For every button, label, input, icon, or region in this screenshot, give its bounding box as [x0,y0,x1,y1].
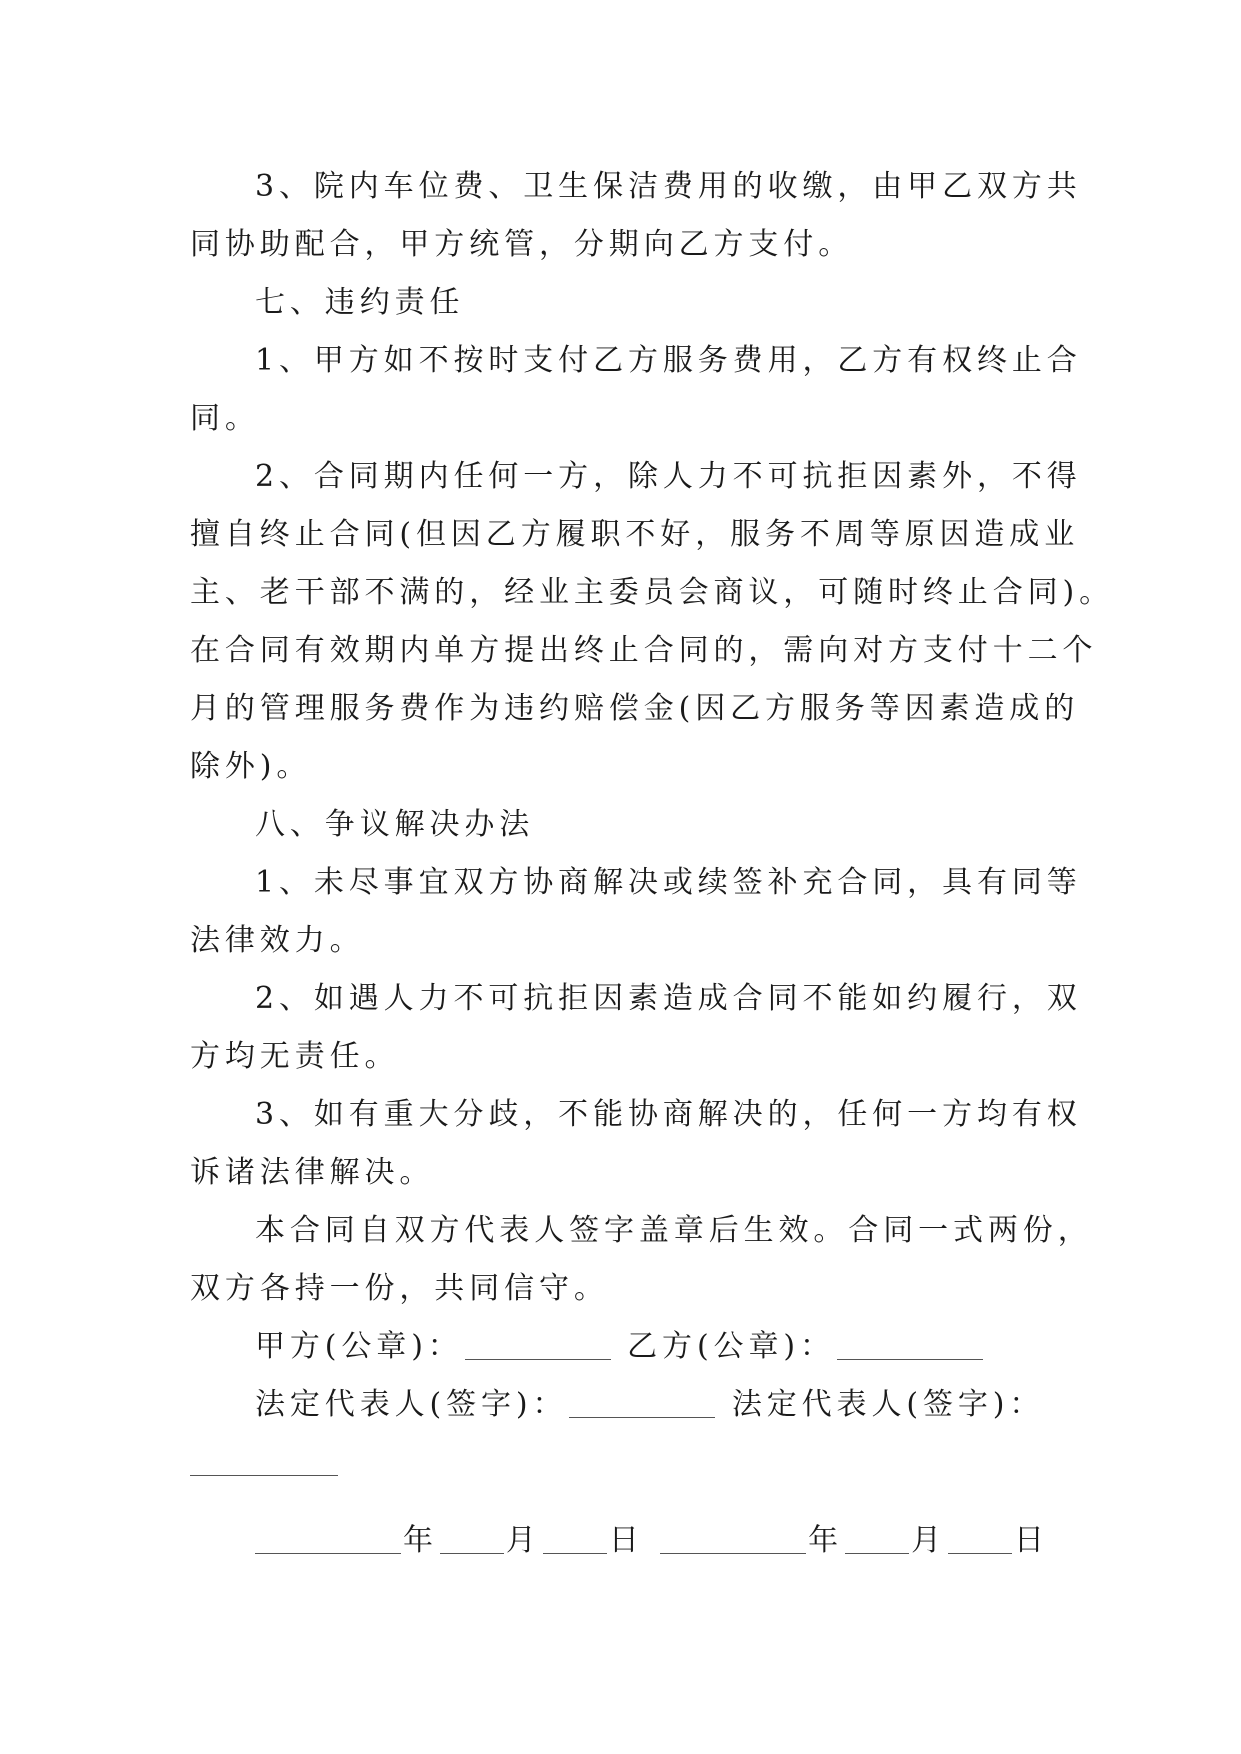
text-line: 3、院内车位费、卫生保洁费用的收缴，由甲乙双方共 [255,169,1082,204]
day-blank-a[interactable] [543,1517,607,1554]
text-line: 月的管理服务费作为违约赔偿金(因乙方服务等因素造成的 [190,691,1080,726]
text-line: 3、如有重大分歧，不能协商解决的，任何一方均有权 [255,1097,1082,1132]
text-line: 除外)。 [190,749,312,784]
party-b-seal-label: 乙方(公章)： [627,1329,835,1364]
year-blank-b[interactable] [660,1517,806,1554]
paragraph-breach-2 [190,448,1115,796]
seal-line [190,1318,1060,1376]
text-line: 1、甲方如不按时支付乙方服务费用，乙方有权终止合 [255,343,1082,378]
text-line: 主、老干部不满的，经业主委员会商议，可随时终止合同)。 [190,575,1115,610]
text-line: 1、未尽事宜双方协商解决或续签补充合同，具有同等 [255,865,1082,900]
paragraph-breach-1 [190,332,1082,448]
day-label: 日 [1013,1523,1049,1558]
text-line: 方均无责任。 [190,1039,400,1074]
paragraph-dispute-2 [190,970,1082,1086]
document-body [190,158,1115,1570]
month-label: 月 [911,1523,946,1558]
party-a-seal-label: 甲方(公章)： [255,1329,463,1364]
date-line [190,1512,1060,1570]
paragraph-dispute-3 [190,1086,1082,1202]
day-blank-b[interactable] [948,1517,1012,1554]
spacer [190,1492,1060,1512]
legal-rep-b-line [190,1434,1060,1492]
paragraph-effective [190,1202,1093,1318]
legal-rep-line [190,1376,1060,1434]
text-line: 诉诸法律解决。 [190,1155,435,1190]
text-line: 法律效力。 [190,923,365,958]
legal-rep-a-blank[interactable] [569,1381,715,1418]
text-line: 在合同有效期内单方提出终止合同的，需向对方支付十二个 [190,633,1098,668]
year-label: 年 [808,1523,844,1558]
year-blank-a[interactable] [255,1517,401,1554]
month-blank-a[interactable] [440,1517,504,1554]
paragraph-fee-collection [190,158,1082,274]
text-line: 2、合同期内任何一方，除人力不可抗拒因素外，不得 [255,459,1082,494]
paragraph-dispute-1 [190,854,1082,970]
text-line: 同协助配合，甲方统管，分期向乙方支付。 [190,227,854,262]
text-line: 双方各持一份，共同信守。 [190,1271,609,1306]
year-label: 年 [403,1523,438,1558]
month-label: 月 [505,1523,541,1558]
legal-rep-a-label: 法定代表人(签字)： [255,1387,568,1422]
month-blank-b[interactable] [845,1517,909,1554]
day-label: 日 [608,1523,644,1558]
section-heading-dispute: 八、争议解决办法 [255,807,535,842]
legal-rep-b-label: 法定代表人(签字)： [731,1387,1045,1422]
section-heading-breach: 七、违约责任 [255,285,465,320]
party-a-seal-blank[interactable] [465,1323,611,1360]
text-line: 同。 [190,401,260,436]
text-line: 本合同自双方代表人签字盖章后生效。合同一式两份， [255,1213,1093,1248]
legal-rep-b-blank[interactable] [190,1439,338,1476]
text-line: 2、如遇人力不可抗拒因素造成合同不能如约履行，双 [255,981,1082,1016]
text-line: 擅自终止合同(但因乙方履职不好，服务不周等原因造成业 [190,517,1080,552]
party-b-seal-blank[interactable] [837,1323,983,1360]
